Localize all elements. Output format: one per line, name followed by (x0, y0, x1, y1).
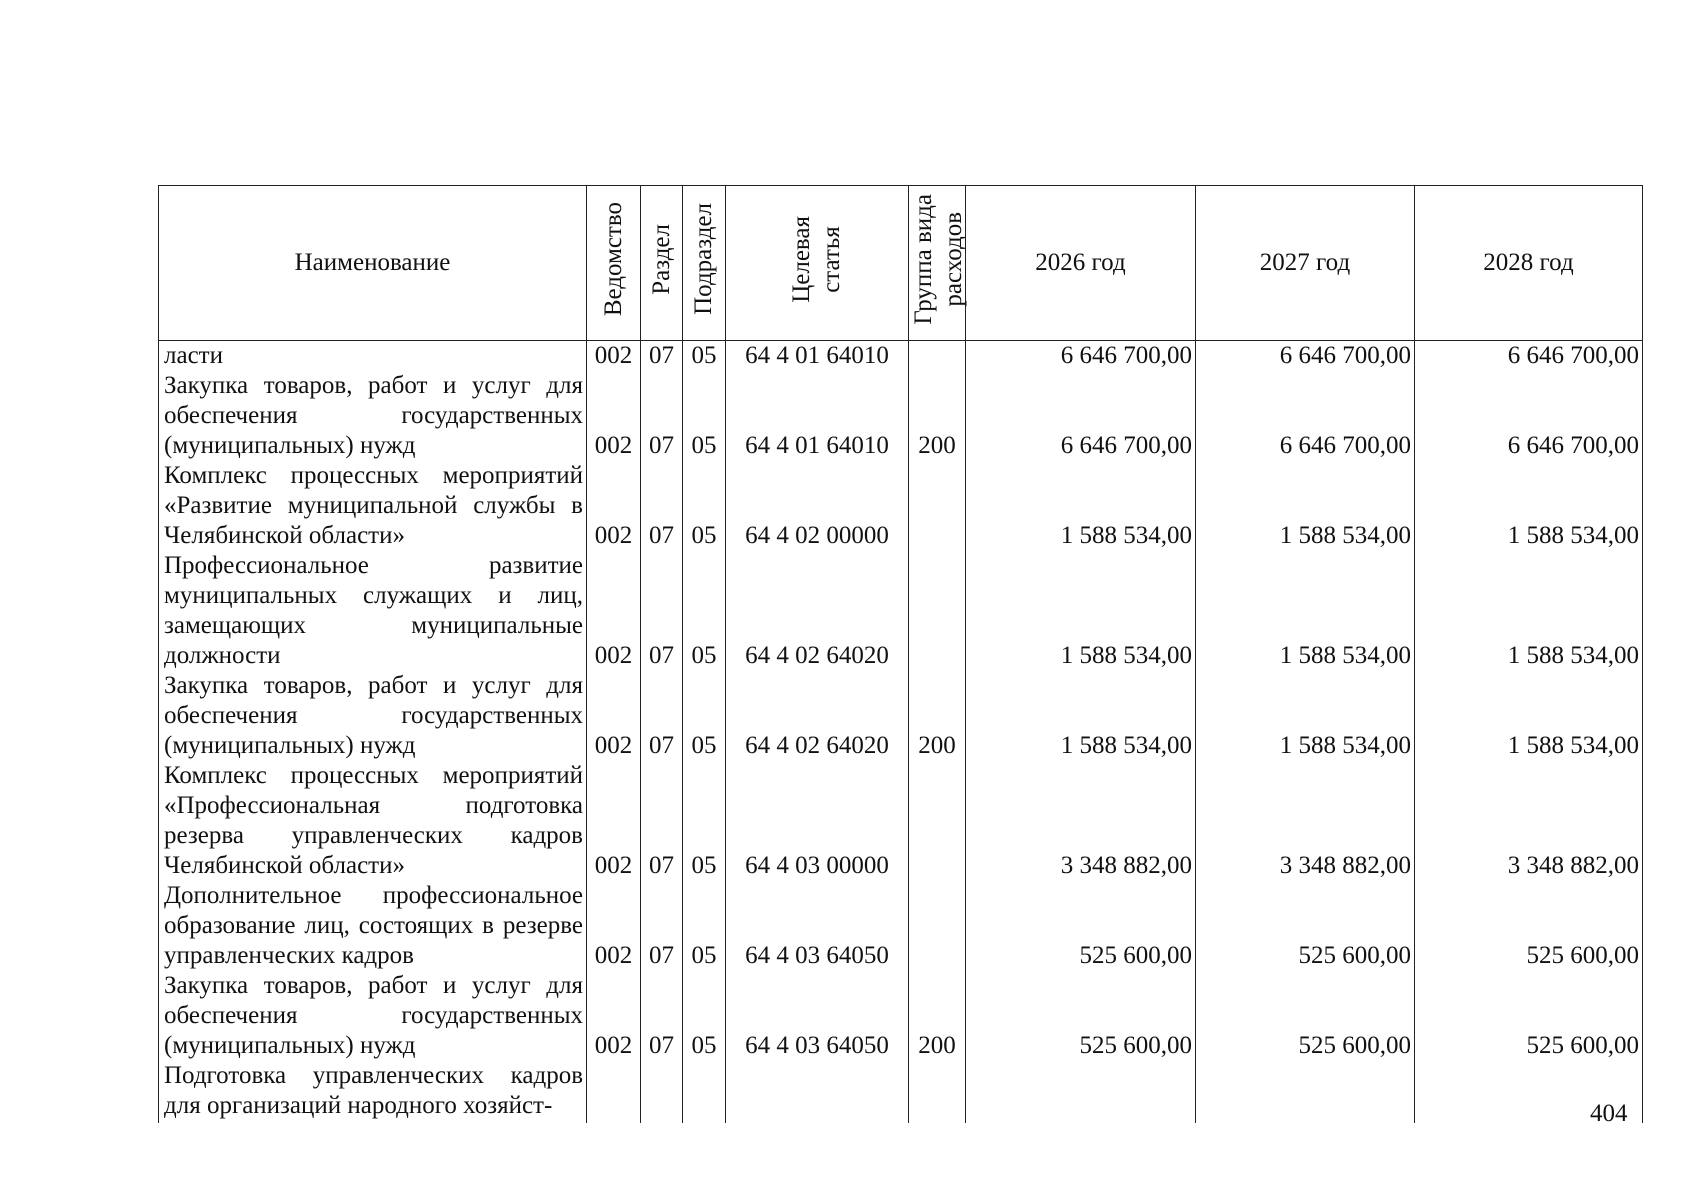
table-row (159, 671, 1643, 761)
row-subsection: 05 (683, 461, 726, 551)
table-row (159, 371, 1643, 461)
row-group: 200 (909, 671, 966, 761)
row-section: 07 (641, 551, 683, 671)
row-target: 64 4 03 64050 (726, 881, 909, 971)
row-name: Закупка товаров, работ и услуг для обеспечения государственных (муниципальных) нужд (159, 371, 587, 461)
row-2026: 1 588 534,00 (966, 671, 1196, 761)
table-body (159, 341, 1643, 1124)
table-row (159, 341, 1643, 372)
row-dept: 002 (587, 761, 641, 881)
table-row-continued (159, 1061, 1643, 1123)
header-subsection: Подраздел (683, 186, 726, 341)
row-2026: 1 588 534,00 (966, 461, 1196, 551)
row-group: 200 (909, 371, 966, 461)
row-2026: 6 646 700,00 (966, 371, 1196, 461)
row-section: 07 (641, 761, 683, 881)
row-2027: 1 588 534,00 (1196, 551, 1415, 671)
header-group: Группа вида расходов (909, 186, 966, 341)
row-name: Закупка товаров, работ и услуг для обеспечения государственных (муниципальных) нужд (159, 671, 587, 761)
row-dept: 002 (587, 881, 641, 971)
row-dept: 002 (587, 461, 641, 551)
row-2027: 3 348 882,00 (1196, 761, 1415, 881)
table-row (159, 971, 1643, 1061)
row-subsection: 05 (683, 971, 726, 1061)
row-2028: 1 588 534,00 (1415, 461, 1643, 551)
row-dept: 002 (587, 971, 641, 1061)
row-target: 64 4 01 64010 (726, 341, 909, 372)
row-2028: 6 646 700,00 (1415, 371, 1643, 461)
row-subsection: 05 (683, 551, 726, 671)
row-name: Комплекс процессных мероприятий «Профессиональная подготовка резерва управленческих кадров Челябинской области» (159, 761, 587, 881)
row-group (909, 881, 966, 971)
row-dept: 002 (587, 551, 641, 671)
header-name: Наименование (159, 186, 587, 341)
row-group: 200 (909, 971, 966, 1061)
row-dept: 002 (587, 341, 641, 372)
row-group (909, 461, 966, 551)
row-2028: 1 588 534,00 (1415, 551, 1643, 671)
row-2027: 6 646 700,00 (1196, 341, 1415, 372)
row-2028: 1 588 534,00 (1415, 671, 1643, 761)
row-section: 07 (641, 971, 683, 1061)
row-dept: 002 (587, 671, 641, 761)
row-name: Подготовка управленческих кадров для организаций народного хозяйст- (159, 1061, 587, 1123)
table-row (159, 761, 1643, 881)
row-target: 64 4 02 00000 (726, 461, 909, 551)
header-dept: Ведомство (587, 186, 641, 341)
row-target: 64 4 02 64020 (726, 551, 909, 671)
row-2026: 3 348 882,00 (966, 761, 1196, 881)
row-subsection: 05 (683, 881, 726, 971)
row-name: Закупка товаров, работ и услуг для обеспечения государственных (муниципальных) нужд (159, 971, 587, 1061)
row-2028: 525 600,00 (1415, 881, 1643, 971)
page-number: 404 (1590, 1100, 1628, 1127)
row-group (909, 341, 966, 372)
row-2026: 6 646 700,00 (966, 341, 1196, 372)
row-2028: 3 348 882,00 (1415, 761, 1643, 881)
row-2028: 525 600,00 (1415, 971, 1643, 1061)
table-row (159, 551, 1643, 671)
budget-table (158, 185, 1643, 1123)
header-2027: 2027 год (1196, 186, 1415, 341)
row-subsection: 05 (683, 371, 726, 461)
row-2026: 525 600,00 (966, 971, 1196, 1061)
header-row (159, 186, 1643, 341)
row-section: 07 (641, 881, 683, 971)
row-section: 07 (641, 341, 683, 372)
header-section: Раздел (641, 186, 683, 341)
row-2027: 525 600,00 (1196, 971, 1415, 1061)
row-subsection: 05 (683, 341, 726, 372)
row-2027: 525 600,00 (1196, 881, 1415, 971)
row-2026: 525 600,00 (966, 881, 1196, 971)
row-target: 64 4 01 64010 (726, 371, 909, 461)
row-dept: 002 (587, 371, 641, 461)
row-subsection: 05 (683, 761, 726, 881)
header-target: Целевая статья (726, 186, 909, 341)
row-group (909, 761, 966, 881)
row-2027: 1 588 534,00 (1196, 671, 1415, 761)
header-2028: 2028 год (1415, 186, 1643, 341)
row-name: Профессиональное развитие муниципальных служащих и лиц, замещающих муниципальные должности (159, 551, 587, 671)
row-target: 64 4 02 64020 (726, 671, 909, 761)
row-name: ласти (159, 341, 587, 372)
row-target: 64 4 03 00000 (726, 761, 909, 881)
row-2027: 6 646 700,00 (1196, 371, 1415, 461)
row-2027: 1 588 534,00 (1196, 461, 1415, 551)
row-section: 07 (641, 671, 683, 761)
row-section: 07 (641, 371, 683, 461)
table-row (159, 461, 1643, 551)
row-2028: 6 646 700,00 (1415, 341, 1643, 372)
row-group (909, 551, 966, 671)
row-name: Комплекс процессных мероприятий «Развитие муниципальной службы в Челябинской области» (159, 461, 587, 551)
table-row (159, 881, 1643, 971)
row-section: 07 (641, 461, 683, 551)
row-subsection: 05 (683, 671, 726, 761)
row-2026: 1 588 534,00 (966, 551, 1196, 671)
row-name: Дополнительное профессиональное образование лиц, состоящих в резерве управленческих кадров (159, 881, 587, 971)
header-2026: 2026 год (966, 186, 1196, 341)
row-target: 64 4 03 64050 (726, 971, 909, 1061)
